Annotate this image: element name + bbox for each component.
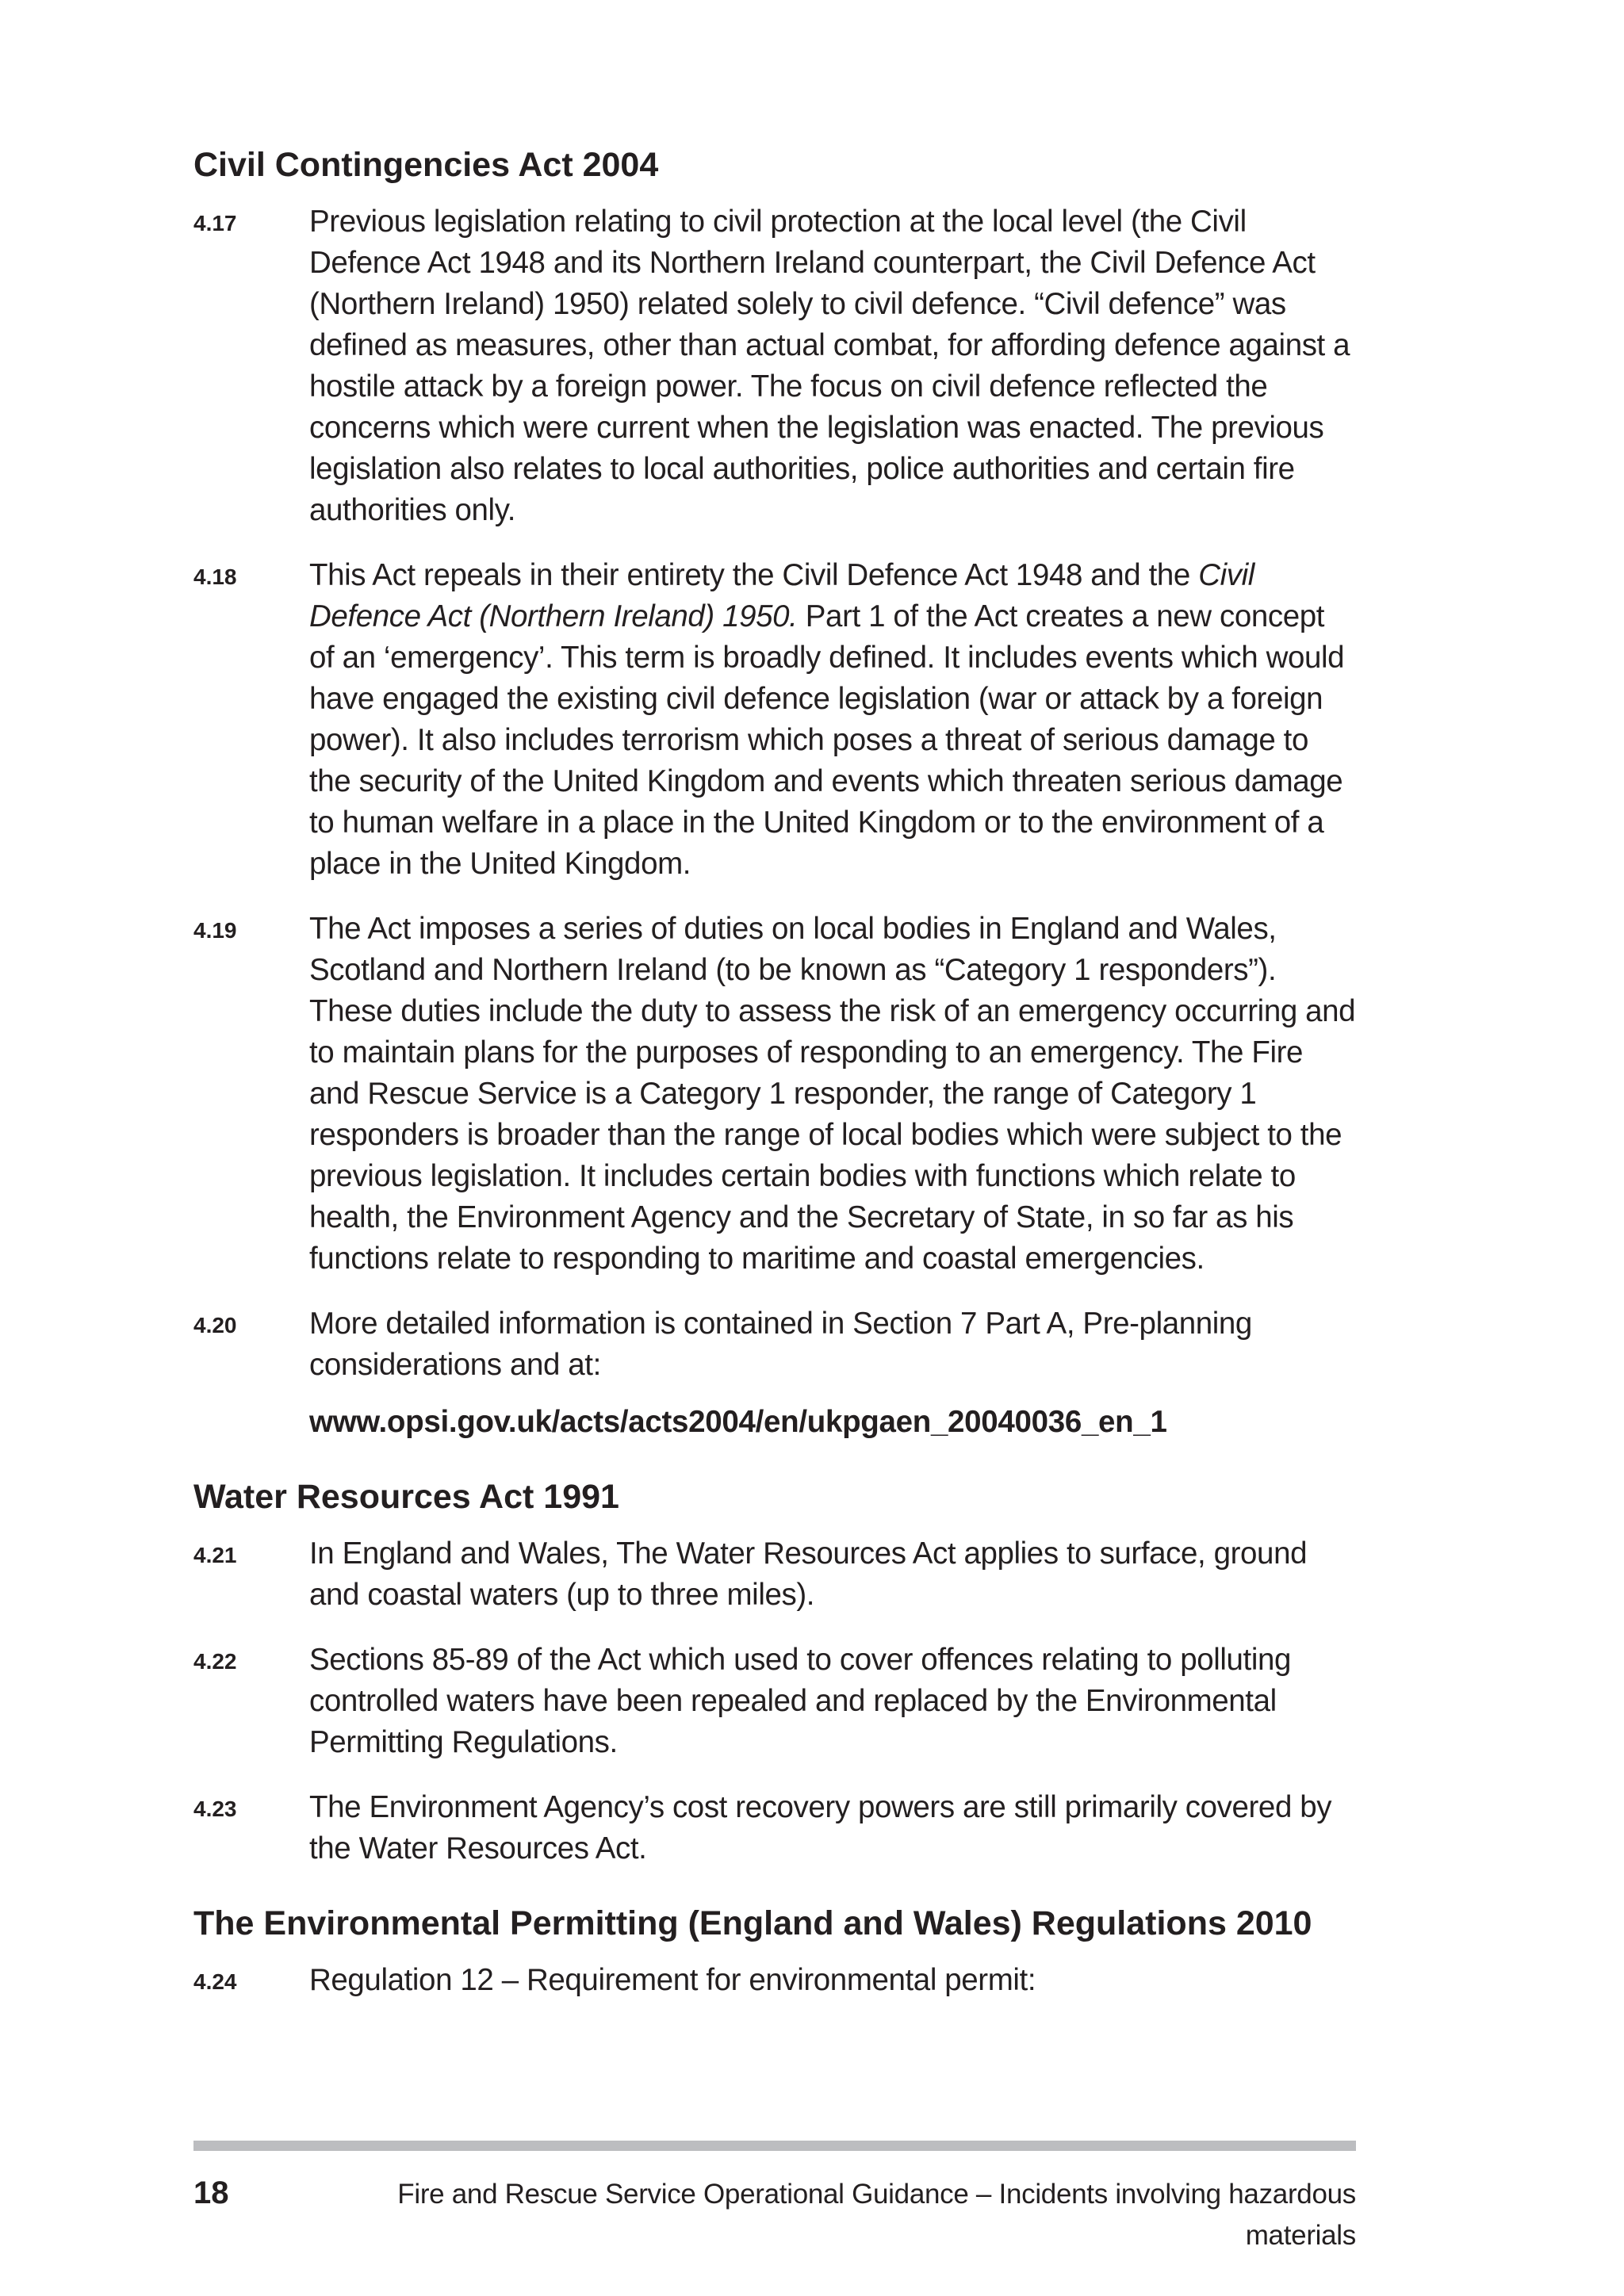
section-heading: The Environmental Permitting (England and Wales) Regulations 2010 [193, 1904, 1312, 1942]
paragraph-number: 4.21 [193, 1543, 237, 1567]
paragraph-text: Previous legislation relating to civil protection at the local level (the Civil Defence Act 1948 and its Northern Ireland counterpart, the Civil Defence Act (Northern Ireland) 1950) related solely to civil defence. “Civil defence” was defined as measures, other than actual combat, for affording defence against a hostile attack by a foreign power. The focus on civil defence reflected the concerns which were current when the legislation was enacted. The previous legislation also relates to local authorities, police authorities and certain fire authorities only. [309, 205, 1350, 527]
paragraph-text [309, 555, 1356, 885]
page-number: 18 [193, 2175, 229, 2210]
section-heading: Civil Contingencies Act 2004 [193, 146, 659, 184]
paragraph-text: Sections 85-89 of the Act which used to cover offences relating to polluting controlled waters have been repealed and replaced by the Environmental Permitting Regulations. [309, 1643, 1292, 1759]
paragraph-4-24 [193, 1960, 1356, 2003]
act-title-italic: Civil Defence Act (Northern Ireland) 1950. [309, 558, 1254, 633]
running-footer-title: Fire and Rescue Service Operational Guidance – Incidents involving hazardous materials [397, 2179, 1356, 2251]
paragraph-number: 4.18 [193, 564, 237, 589]
paragraph-4-21 [193, 1533, 1356, 1616]
paragraph-text-part: Part 1 of the Act creates a new concept of an ‘emergency’. This term is broadly defined. It includes events which would have engaged the existing civil defence legislation (war or attack by a foreign power). It also includes terrorism which poses a threat of serious damage to the security of the United Kingdom and events which threaten serious damage to human welfare in a place in the United Kingdom or to the environment of a place in the United Kingdom. [309, 599, 1345, 881]
paragraph-4-19 [193, 909, 1356, 1280]
paragraph-number: 4.22 [193, 1649, 237, 1674]
footer-divider [193, 2141, 1356, 2151]
paragraph-number: 4.20 [193, 1313, 237, 1337]
page-footer [193, 2172, 1356, 2256]
paragraph-text: The Environment Agency’s cost recovery powers are still primarily covered by the Water Resources Act. [309, 1790, 1332, 1866]
paragraph-4-20 [193, 1303, 1356, 1386]
paragraph-4-17 [193, 201, 1356, 531]
paragraph-4-22 [193, 1640, 1356, 1763]
paragraph-text: In England and Wales, The Water Resources Act applies to surface, ground and coastal waters (up to three miles). [309, 1536, 1308, 1612]
paragraph-text-part: This Act repeals in their entirety the Civil Defence Act 1948 and the [309, 558, 1199, 592]
paragraph-number: 4.17 [193, 211, 237, 235]
paragraph-text: More detailed information is contained in Section 7 Part A, Pre-planning considerations and at: [309, 1307, 1252, 1382]
paragraph-4-18 [193, 555, 1356, 885]
paragraph-text: Regulation 12 – Requirement for environmental permit: [309, 1963, 1036, 1997]
paragraph-text: The Act imposes a series of duties on local bodies in England and Wales, Scotland and Northern Ireland (to be known as “Category 1 responders”). These duties include the duty to assess the risk of an emergency occurring and to maintain plans for the purposes of responding to an emergency. The Fire and Rescue Service is a Category 1 responder, the range of Category 1 responders is broader than the range of local bodies which were subject to the previous legislation. It includes certain bodies with functions which relate to health, the Environment Agency and the Secretary of State, in so far as his functions relate to responding to maritime and coastal emergencies. [309, 912, 1356, 1276]
section-heading: Water Resources Act 1991 [193, 1478, 619, 1516]
paragraph-number: 4.19 [193, 918, 237, 943]
reference-url[interactable]: www.opsi.gov.uk/acts/acts2004/en/ukpgaen_20040036_en_1 [309, 1405, 1167, 1439]
document-body [193, 143, 1356, 2026]
paragraph-number: 4.24 [193, 1969, 237, 1994]
paragraph-number: 4.23 [193, 1797, 237, 1821]
paragraph-4-23 [193, 1787, 1356, 1869]
